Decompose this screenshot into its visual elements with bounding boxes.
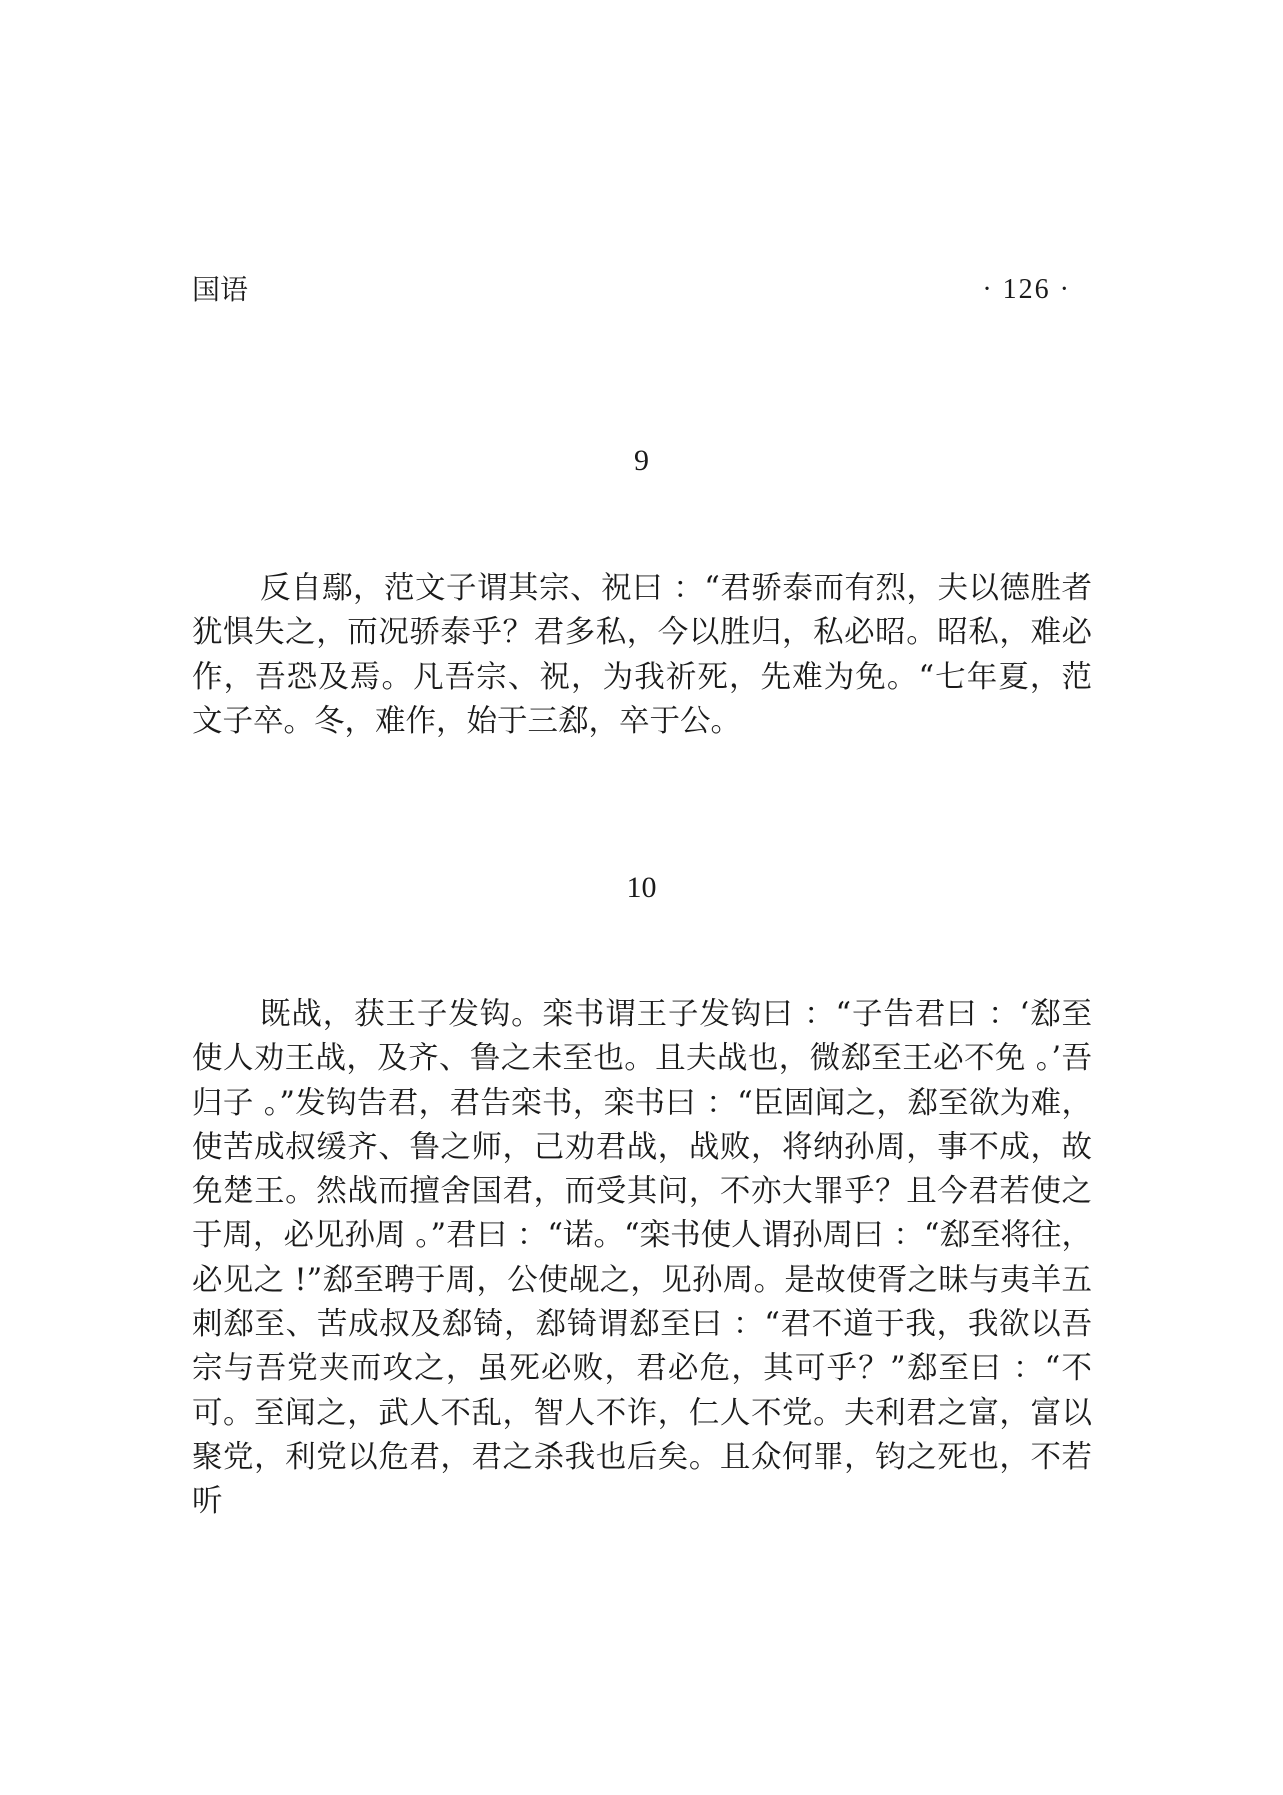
- section-number: 9: [634, 444, 649, 477]
- page-number: · 126 ·: [982, 274, 1071, 305]
- section-number: 10: [626, 871, 657, 904]
- running-title: 国语: [192, 273, 249, 306]
- section-paragraph: 既战，获王子发钩。栾书谓王子发钩曰 ：“子告君曰 ：‘郄至使人劝王战，及齐、鲁之未至也。且夫战也，微郄至王必不免 。’吾归子 。”发钩告君，君告栾书，栾书曰 ：“臣固闻之，郄至欲为难，使苦成叔缓齐、鲁之师，己劝君战，战败，将纳孙周，事不成，故免楚王。然战而擅舍国君，而受其问，不亦大罪乎？且今君若使之于周，必见孙周 。”君曰 ：“诺。“栾书使人谓孙周曰 ：“郄至将往，必见之 !”郄至聘于周，公使觇之，见孙周。是故使胥之昧与夷羊五刺郄至、苦成叔及郄锜，郄锜谓郄至曰 ：“君不道于我，我欲以吾宗与吾党夹而攻之，虽死必败，君必危，其可乎？”郄至曰 ：“不可。至闻之，武人不乱，智人不诈，仁人不党。夫利君之富，富以聚党，利党以危君，君之杀我也后矣。且众何罪，钧之死也，不若听: [192, 997, 1092, 1520]
- section-paragraph: 反自鄢，范文子谓其宗、祝曰 ：“君骄泰而有烈，夫以德胜者犹惧失之，而况骄泰乎？君多私，今以胜归，私必昭。昭私，难必作，吾恐及焉。凡吾宗、祝，为我祈死，先难为免。“七年夏，范文子卒。冬，难作，始于三郄，卒于公。: [192, 571, 1092, 739]
